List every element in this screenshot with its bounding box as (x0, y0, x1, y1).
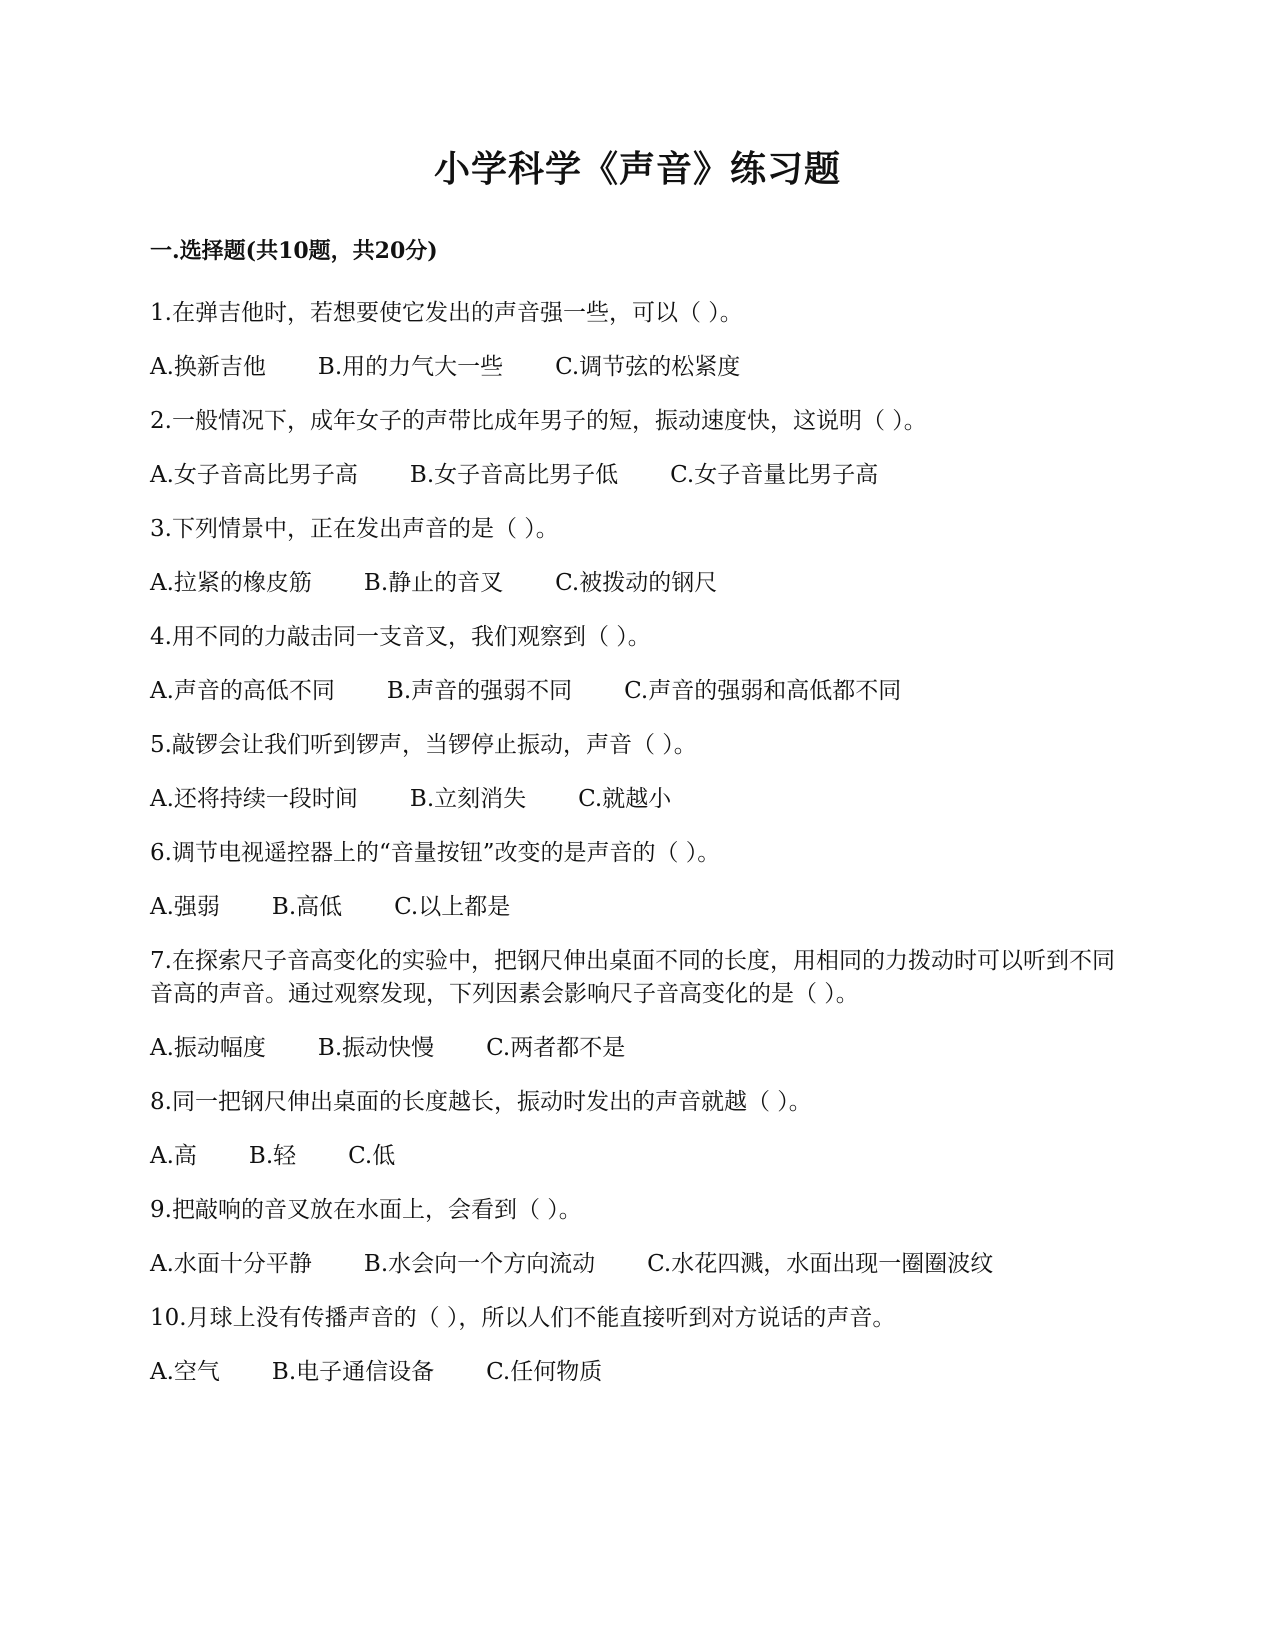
answer-options (150, 567, 1135, 600)
answer-options (150, 891, 1135, 924)
option-a: A.振动幅度 (150, 1035, 266, 1061)
answer-options (150, 459, 1135, 492)
option-c: C.女子音量比男子高 (670, 462, 879, 488)
option-c: C.就越小 (578, 786, 672, 812)
answer-options (150, 675, 1135, 708)
question-stem: 6.调节电视遥控器上的“音量按钮”改变的是声音的（ ）。 (150, 840, 721, 866)
option-c: C.两者都不是 (486, 1035, 626, 1061)
question-item (150, 1302, 1135, 1389)
option-c: C.被拨动的钢尺 (555, 570, 718, 596)
option-b: B.高低 (271, 894, 343, 920)
question-item (150, 405, 1135, 492)
option-b: B.振动快慢 (317, 1035, 435, 1061)
answer-options (150, 1032, 1135, 1065)
question-item (150, 1086, 1135, 1173)
answer-options (150, 351, 1135, 384)
question-item (150, 729, 1135, 816)
question-item (150, 297, 1135, 384)
option-b: B.声音的强弱不同 (386, 678, 573, 704)
question-stem: 10.月球上没有传播声音的（ ），所以人们不能直接听到对方说话的声音。 (150, 1305, 896, 1331)
option-a: A.女子音高比男子高 (150, 462, 358, 488)
option-a: A.拉紧的橡皮筋 (150, 570, 312, 596)
question-stem: 2.一般情况下，成年女子的声带比成年男子的短，振动速度快，这说明（ ）。 (150, 408, 927, 434)
option-a: A.高 (150, 1143, 197, 1169)
question-item (150, 945, 1135, 1065)
option-b: B.水会向一个方向流动 (363, 1251, 596, 1277)
answer-options (150, 1140, 1135, 1173)
page-title: 小学科学《声音》练习题 (433, 148, 841, 190)
option-b: B.轻 (248, 1143, 297, 1169)
question-stem: 1.在弹吉他时，若想要使它发出的声音强一些，可以（ ）。 (150, 300, 743, 326)
option-a: A.换新吉他 (150, 354, 266, 380)
answer-options (150, 783, 1135, 816)
question-item (150, 837, 1135, 924)
option-c: C.水花四溅，水面出现一圈圈波纹 (647, 1251, 994, 1277)
option-a: A.强弱 (150, 894, 220, 920)
option-c: C.任何物质 (486, 1359, 603, 1385)
question-stem: 4.用不同的力敲击同一支音叉，我们观察到（ ）。 (150, 624, 651, 650)
answer-options (150, 1248, 1135, 1281)
question-item (150, 1194, 1135, 1281)
question-stem: 5.敲锣会让我们听到锣声，当锣停止振动，声音（ ）。 (150, 732, 697, 758)
section-heading: 一.选择题(共10题，共20分) (150, 238, 438, 264)
option-c: C.调节弦的松紧度 (555, 354, 741, 380)
option-b: B.电子通信设备 (271, 1359, 435, 1385)
question-stem: 7.在探索尺子音高变化的实验中，把钢尺伸出桌面不同的长度，用相同的力拨动时可以听到不同音高的声音。通过观察发现，下列因素会影响尺子音高变化的是（ ）。 (150, 948, 1115, 1007)
option-b: B.静止的音叉 (363, 570, 504, 596)
option-c: C.声音的强弱和高低都不同 (624, 678, 902, 704)
question-stem: 3.下列情景中，正在发出声音的是（ ）。 (150, 516, 559, 542)
option-a: A.水面十分平静 (150, 1251, 312, 1277)
question-item (150, 513, 1135, 600)
question-stem: 9.把敲响的音叉放在水面上，会看到（ ）。 (150, 1197, 582, 1223)
option-b: B.女子音高比男子低 (409, 462, 619, 488)
option-b: B.用的力气大一些 (317, 354, 504, 380)
option-c: C.低 (348, 1143, 396, 1169)
question-item (150, 621, 1135, 708)
option-b: B.立刻消失 (409, 786, 527, 812)
answer-options (150, 1356, 1135, 1389)
question-stem: 8.同一把钢尺伸出桌面的长度越长，振动时发出的声音就越（ ）。 (150, 1089, 812, 1115)
question-list (150, 297, 1135, 1410)
option-a: A.还将持续一段时间 (150, 786, 358, 812)
option-a: A.声音的高低不同 (150, 678, 335, 704)
option-a: A.空气 (150, 1359, 220, 1385)
option-c: C.以上都是 (394, 894, 511, 920)
